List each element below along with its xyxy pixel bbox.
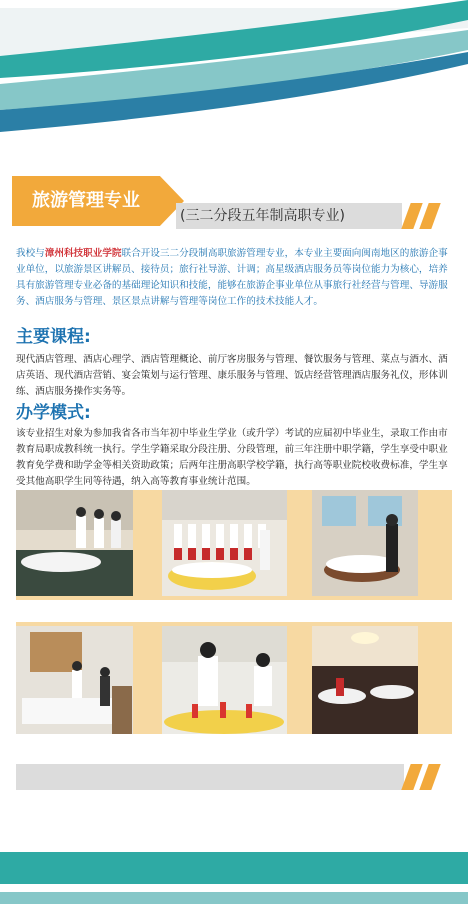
top-wave-banner (0, 0, 468, 140)
intro-prefix: 我校与 (16, 248, 45, 259)
bottom-strip (0, 892, 468, 904)
stripe-decoration (419, 764, 440, 790)
page-subtitle: (三二分段五年制高职专业) (180, 208, 345, 224)
intro-text: 联合开设三二分段制高职旅游管理专业，本专业主要面向闽南地区的旅游企事业单位，以旅游景区讲解员、接待员；旅行社导游、计调；高星级酒店服务员等岗位能力为核心，培养具有旅游管理专业必备的基础理论知识和技能，能够在旅游企事业单位从事旅行社经营与管理、导游服务、酒店服务与管理、景区景点讲解与管理等岗位工作的技术技能人才。 (16, 248, 448, 307)
footer-bar (16, 764, 404, 790)
photo-restaurant-hall (312, 626, 418, 734)
photo-banquet-setup (162, 490, 287, 596)
mode-text: 该专业招生对象为参加我省各市当年初中毕业生学业（或升学）考试的应届初中毕业生，录取工作由市教育局职成教科统一执行。学生学籍采取分段注册、分段管理，前三年注册中职学籍，学生享受中职业教育免学费和助学金等相关资助政策；后两年注册高职学校学籍，执行高等职业院校收费标准，学生享受其他高职学生同等待遇，纳入高等教育事业统计范围。 (16, 428, 448, 487)
school-name: 漳州科技职业学院 (44, 248, 122, 259)
mode-heading: 办学模式: (16, 403, 91, 423)
intro-paragraph (16, 246, 452, 310)
photo-napkin-folding (162, 626, 287, 734)
courses-text: 现代酒店管理、酒店心理学、酒店管理概论、前厅客房服务与管理、餐饮服务与管理、菜点与酒水、酒店英语、现代酒店营销、宴会策划与运行管理、康乐服务与管理、饭店经营管理酒店服务礼仪，形体训练、酒店服务操作实务等。 (16, 354, 448, 397)
page-title: 旅游管理专业 (32, 190, 140, 211)
bottom-band (0, 852, 468, 884)
courses-heading: 主要课程: (16, 327, 91, 347)
photo-table-service (312, 490, 418, 596)
stripe-decoration (419, 203, 440, 229)
photo-dining-training (16, 490, 133, 596)
photo-housekeeping (16, 626, 133, 734)
